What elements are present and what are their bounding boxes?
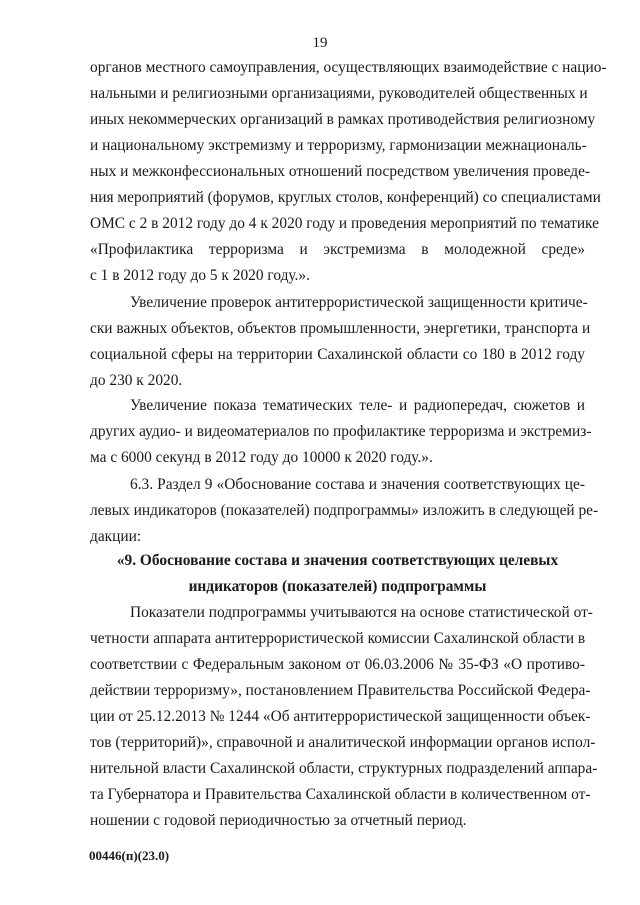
text-line: ОМС с 2 в 2012 году до 4 к 2020 году и проведения мероприятий по тематике — [90, 215, 599, 232]
text-line: и национальному экстремизму и терроризму, гармонизации межнациональ- — [90, 137, 587, 154]
paragraph-continuation — [90, 55, 607, 289]
section-heading — [90, 548, 585, 600]
text-line: 6.3. Раздел 9 «Обоснование состава и значения соответствующих це- — [130, 476, 585, 493]
paragraph-broadcasts — [90, 393, 592, 471]
text-line: с 1 в 2012 году до 5 к 2020 году.». — [90, 267, 310, 284]
text-line: соответствии с Федеральным законом от 06.03.2006 № 35-ФЗ «О противо- — [90, 656, 585, 673]
paragraph-section-6-3 — [90, 472, 599, 550]
text-line: ма с 6000 секунд в 2012 году до 10000 к 2020 году.». — [90, 449, 433, 466]
text-line: «Профилактика терроризма и экстремизма в молодежной среде» — [90, 241, 585, 258]
text-line: действии терроризму», постановлением Правительства Российской Федера- — [90, 682, 591, 699]
text-line: Показатели подпрограммы учитываются на основе статистической от- — [130, 604, 593, 621]
text-line: та Губернатора и Правительства Сахалинской области в количественном от- — [90, 786, 591, 803]
text-line: дакции: — [90, 528, 142, 545]
text-line: ски важных объектов, объектов промышленности, энергетики, транспорта и — [90, 320, 591, 337]
heading-line: индикаторов (показателей) подпрограммы — [188, 578, 487, 595]
text-line: нальными и религиозными организациями, руководителей общественных и — [90, 85, 588, 102]
text-line: ношении с годовой периодичностью за отчетный период. — [90, 812, 467, 829]
paragraph-indicators — [90, 600, 598, 834]
text-line: ных и межконфессиональных отношений посредством увеличения проведе- — [90, 163, 591, 180]
text-line: Увеличение проверок антитеррористической защищенности критиче- — [130, 294, 588, 311]
heading-line: «9. Обоснование состава и значения соответствующих целевых — [116, 552, 559, 569]
text-line: других аудио- и видеоматериалов по профилактике терроризма и экстремиз- — [90, 423, 592, 440]
text-line: Увеличение показа тематических теле- и радиопередач, сюжетов и — [130, 397, 585, 414]
text-line: органов местного самоуправления, осуществляющих взаимодействие с нацио- — [90, 59, 607, 76]
document-code: 00446(п)(23.0) — [89, 848, 170, 863]
text-line: социальной сферы на территории Сахалинской области со 180 в 2012 году — [90, 346, 585, 363]
text-line: тов (территорий)», справочной и аналитической информации органов испол- — [90, 734, 596, 751]
text-line: нительной власти Сахалинской области, структурных подразделений аппара- — [90, 760, 598, 777]
paragraph-inspections — [90, 290, 591, 394]
text-line: до 230 к 2020. — [90, 372, 183, 389]
text-line: левых индикаторов (показателей) подпрограммы» изложить в следующей ре- — [90, 502, 599, 519]
text-line: четности аппарата антитеррористической комиссии Сахалинской области в — [90, 630, 586, 647]
text-line: ния мероприятий (форумов, круглых столов, конференций) со специалистами — [90, 189, 601, 206]
page-number: 19 — [312, 35, 328, 51]
text-line: иных некоммерческих организаций в рамках противодействия религиозному — [90, 111, 596, 128]
text-line: ции от 25.12.2013 № 1244 «Об антитеррористической защищенности объек- — [90, 708, 591, 725]
